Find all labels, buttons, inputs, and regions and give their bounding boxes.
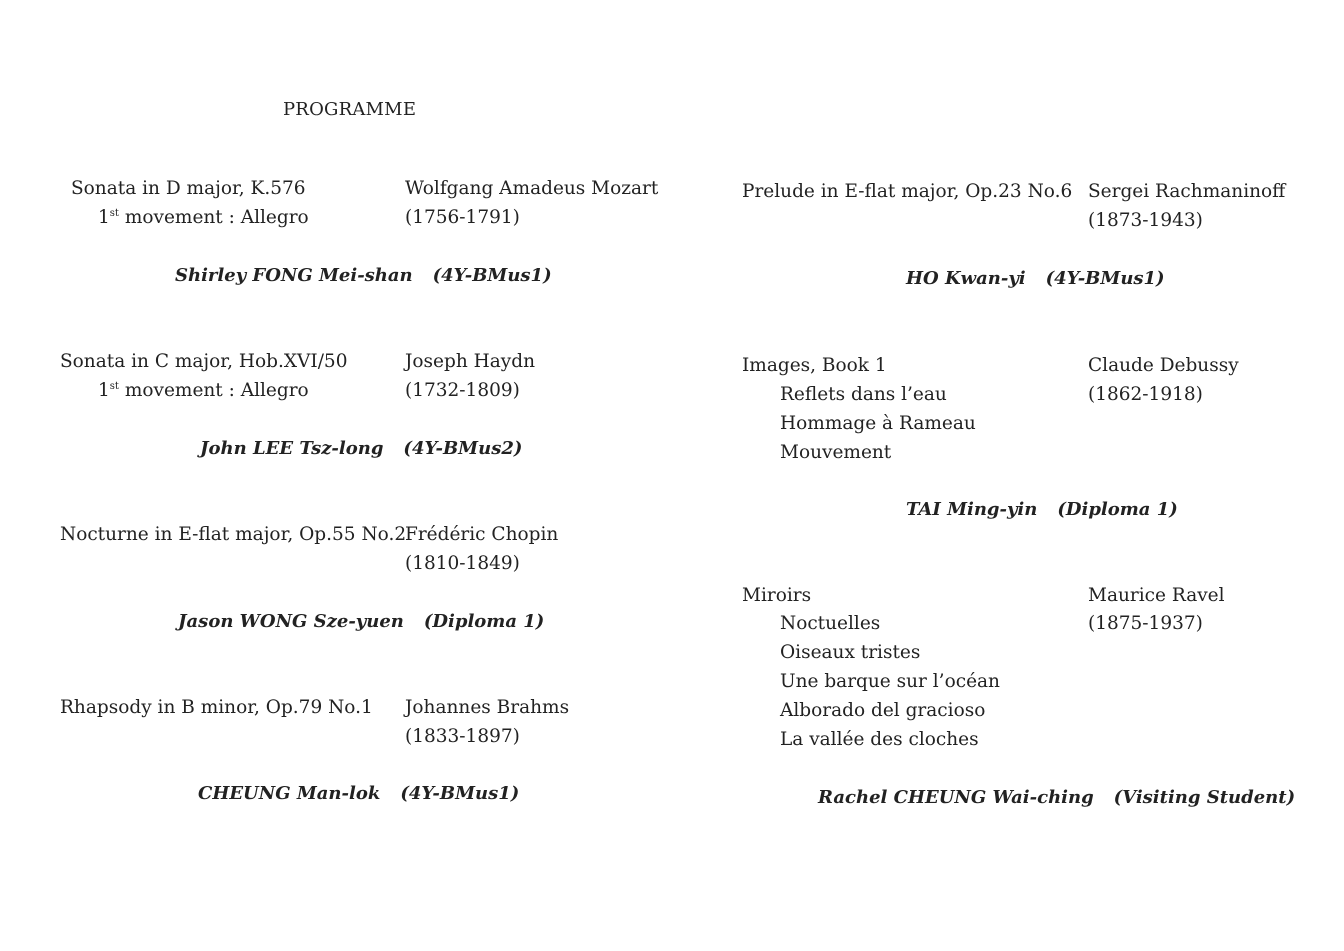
- composer-name: Wolfgang Amadeus Mozart: [405, 178, 659, 199]
- performer-class: (Diploma 1): [423, 611, 545, 632]
- sub-piece: Noctuelles: [780, 613, 881, 634]
- performer-line: [178, 607, 544, 636]
- composer-name: Frédéric Chopin: [405, 524, 559, 545]
- performer-line: [818, 783, 1295, 812]
- performer-class: (Diploma 1): [1057, 499, 1178, 520]
- performer-line: [175, 261, 552, 290]
- sub-piece-list: [780, 380, 976, 467]
- movement-line: [98, 203, 309, 232]
- sub-piece: La vallée des cloches: [780, 729, 979, 750]
- sub-piece-list: [780, 609, 1000, 754]
- composer-dates: (1810-1849): [405, 553, 520, 574]
- performer-class: (4Y-BMus1): [1045, 268, 1165, 289]
- performer-class: (Visiting Student): [1113, 787, 1296, 808]
- piece-title: Sonata in D major, K.576: [71, 178, 306, 199]
- performer-class: (4Y-BMus1): [400, 783, 520, 804]
- composer-name: Maurice Ravel: [1088, 585, 1225, 606]
- movement-text: movement : Allegro: [118, 380, 309, 401]
- composer-dates: (1732-1809): [405, 380, 520, 401]
- sub-piece: Alborado del gracioso: [780, 700, 986, 721]
- composer-dates: (1833-1897): [405, 726, 520, 747]
- piece-title: Sonata in C major, Hob.XVI/50: [60, 351, 348, 372]
- piece-title: Images, Book 1: [742, 355, 887, 376]
- composer-name: Johannes Brahms: [405, 697, 570, 718]
- movement-number: 1: [98, 380, 110, 401]
- movement-ordinal: st: [109, 381, 119, 392]
- sub-piece: Une barque sur l’océan: [780, 671, 1000, 692]
- performer-line: [198, 779, 519, 808]
- composer-dates: (1756-1791): [405, 207, 520, 228]
- sub-piece: Reflets dans l’eau: [780, 384, 947, 405]
- sub-piece: Oiseaux tristes: [780, 642, 921, 663]
- performer-name: CHEUNG Man-lok: [198, 783, 381, 804]
- composer-name: Joseph Haydn: [405, 351, 536, 372]
- composer-name: Sergei Rachmaninoff: [1088, 181, 1286, 202]
- composer-dates: (1862-1918): [1088, 384, 1203, 405]
- performer-name: Shirley FONG Mei-shan: [175, 265, 413, 286]
- performer-name: John LEE Tsz-long: [200, 438, 384, 459]
- piece-title: Nocturne in E-flat major, Op.55 No.2: [60, 524, 407, 545]
- movement-text: movement : Allegro: [118, 207, 309, 228]
- sub-piece: Mouvement: [780, 442, 892, 463]
- performer-line: [906, 264, 1165, 293]
- performer-line: [906, 495, 1178, 524]
- composer-name: Claude Debussy: [1088, 355, 1239, 376]
- movement-line: [98, 376, 309, 405]
- piece-title: Miroirs: [742, 585, 812, 606]
- piece-title: Prelude in E-flat major, Op.23 No.6: [742, 181, 1073, 202]
- composer-dates: (1873-1943): [1088, 210, 1203, 231]
- performer-name: TAI Ming-yin: [906, 499, 1038, 520]
- piece-title: Rhapsody in B minor, Op.79 No.1: [60, 697, 373, 718]
- movement-number: 1: [98, 207, 110, 228]
- performer-name: Rachel CHEUNG Wai-ching: [818, 787, 1094, 808]
- performer-class: (4Y-BMus2): [403, 438, 523, 459]
- sub-piece: Hommage à Rameau: [780, 413, 976, 434]
- performer-line: [200, 434, 522, 463]
- performer-class: (4Y-BMus1): [432, 265, 552, 286]
- composer-dates: (1875-1937): [1088, 613, 1203, 634]
- programme-title: PROGRAMME: [283, 99, 417, 120]
- movement-ordinal: st: [109, 208, 119, 219]
- performer-name: HO Kwan-yi: [906, 268, 1026, 289]
- performer-name: Jason WONG Sze-yuen: [178, 611, 404, 632]
